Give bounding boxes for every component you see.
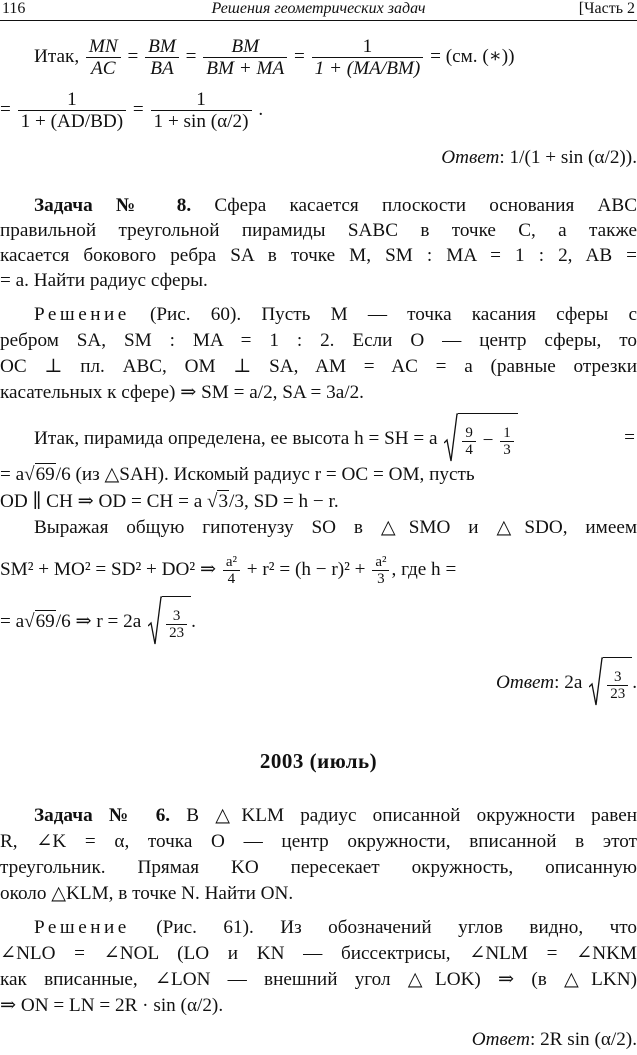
radical-sign-icon bbox=[589, 657, 603, 707]
running-title: Решения геометрических задач bbox=[211, 0, 426, 17]
problem-6-line-4: около △KLM, в точке N. Найти ON. bbox=[0, 883, 294, 904]
formula-line-2: = $\frac{1}{1 + (AD/BD)}$ = $\frac{1}{1 + \sin (\alpha/2)}$ . bbox=[0, 88, 264, 133]
fraction-bm-sum: $\frac{BM}{BM + MA}$ bbox=[203, 36, 287, 79]
solution-8-line-8: Выражая общую гипотенузу SO в △SMO и △SDO, имеем bbox=[34, 517, 637, 538]
fraction-a2-3: $\frac{\text{a²}}{3}$ bbox=[372, 554, 389, 588]
solution-8-line-6: = a√69/6 (из △SAH). Искомый радиус r = OC = OM, пусть bbox=[0, 464, 475, 485]
page-number: 116 bbox=[2, 0, 26, 17]
formula-line-1: Итак, $\frac{MN}{AC}$ = $\frac{BM}{BA}$ = $\frac{BM}{BM + MA}$ = $\frac{1}{1 + (MA/BM)}$ = (см. (∗)) bbox=[34, 35, 515, 80]
answer-1: Ответ: 1/(1 + sin (α/2)). bbox=[441, 147, 637, 168]
solution-6-line-2: ∠NLO = ∠NOL (LO и KN — биссектрисы, ∠NLM = ∠NKM bbox=[0, 943, 637, 964]
solution-6-line-3: как вписанные, ∠LON — внешний угол △LOK) ⇒ (в △LKN) bbox=[0, 969, 637, 990]
fraction-one-sin: $\frac{1}{1 + \sin (\alpha/2)}$ bbox=[151, 89, 252, 132]
fraction-bm-ba: $\frac{BM}{BA}$ bbox=[145, 36, 179, 79]
solution-8-line-5: Итак, пирамида определена, ее высота h = SH = a $\frac{9}{4}$ − $\frac{1}{3}$ = bbox=[0, 413, 637, 466]
problem-8-line-2: правильной треугольной пирамиды SABC в точке C, а также bbox=[0, 220, 637, 241]
header-rule bbox=[0, 20, 637, 21]
problem-6-line-1: Задача № 6. В △KLM радиус описанной окружности равен bbox=[34, 805, 637, 826]
solution-6-line-4: ⇒ ON = LN = 2R · sin (α/2). bbox=[0, 995, 224, 1016]
solution-8-line-1: Решение (Рис. 60). Пусть M — точка касания сферы с bbox=[34, 304, 637, 325]
radical-3-23: $\frac{3}{23}$ bbox=[148, 596, 191, 649]
problem-8-title: Задача № 8. bbox=[34, 195, 192, 216]
radical-9-4-1-3: $\frac{9}{4}$ − $\frac{1}{3}$ bbox=[444, 413, 517, 466]
solution-8-line-4: касательных к сфере) ⇒ SM = a/2, SA = 3a/2. bbox=[0, 382, 364, 403]
solution-8-line-3: OC ⊥ пл. ABC, OM ⊥ SA, AM = AC = a (равные отрезки bbox=[0, 356, 637, 377]
problem-6-line-3: треугольник. Прямая KO пересекает окружность, описанную bbox=[0, 857, 637, 878]
answer-2: Ответ: 2a $\frac{3}{23}$ . bbox=[0, 657, 637, 710]
running-header bbox=[0, 0, 637, 22]
solution-label: Решение bbox=[34, 917, 130, 938]
solution-8-line-2: ребром SA, SM : MA = 1 : 2. Если O — центр сферы, то bbox=[0, 330, 637, 351]
fraction-mn-ac: $\frac{MN}{AC}$ bbox=[86, 36, 121, 79]
radical-sign-icon bbox=[444, 413, 458, 463]
fraction-one-ma-bm: $\frac{1}{1 + (MA/BM)}$ bbox=[312, 36, 424, 79]
section-heading: 2003 (июль) bbox=[259, 749, 378, 773]
solution-6-line-1: Решение (Рис. 61). Из обозначений углов видно, что bbox=[34, 917, 637, 938]
answer-3: Ответ: 2R sin (α/2). bbox=[471, 1029, 637, 1050]
fraction-one-ad-bd: $\frac{1}{1 + (AD/BD)}$ bbox=[18, 89, 127, 132]
solution-8-line-9: SM² + MO² = SD² + DO² ⇒ $\frac{\text{a²}}{4}$ + r² = (h − r)² + $\frac{\text{a²}}{3}$ , где h = bbox=[0, 553, 457, 588]
radical-answer: $\frac{3}{23}$ bbox=[589, 657, 632, 710]
problem-6-title: Задача № 6. bbox=[34, 805, 171, 826]
problem-8-line-1: Задача № 8. Сфера касается плоскости основания ABC bbox=[34, 195, 637, 216]
solution-8-line-7: OD ∥ CH ⇒ OD = CH = a √3/3, SD = h − r. bbox=[0, 491, 339, 512]
solution-8-line-10: = a√69/6 ⇒ r = 2a $\frac{3}{23}$ . bbox=[0, 596, 637, 649]
radical-sign-icon bbox=[148, 596, 162, 646]
part-label: [Часть 2 bbox=[578, 0, 635, 17]
solution-label: Решение bbox=[34, 304, 130, 325]
problem-8-line-3: касается бокового ребра SA в точке M, SM : MA = 1 : 2, AB = bbox=[0, 245, 637, 266]
problem-8-line-4: = a. Найти радиус сферы. bbox=[0, 270, 208, 291]
problem-6-line-2: R, ∠K = α, точка O — центр окружности, вписанной в этот bbox=[0, 831, 637, 852]
fraction-a2-4: $\frac{\text{a²}}{4}$ bbox=[223, 554, 240, 588]
